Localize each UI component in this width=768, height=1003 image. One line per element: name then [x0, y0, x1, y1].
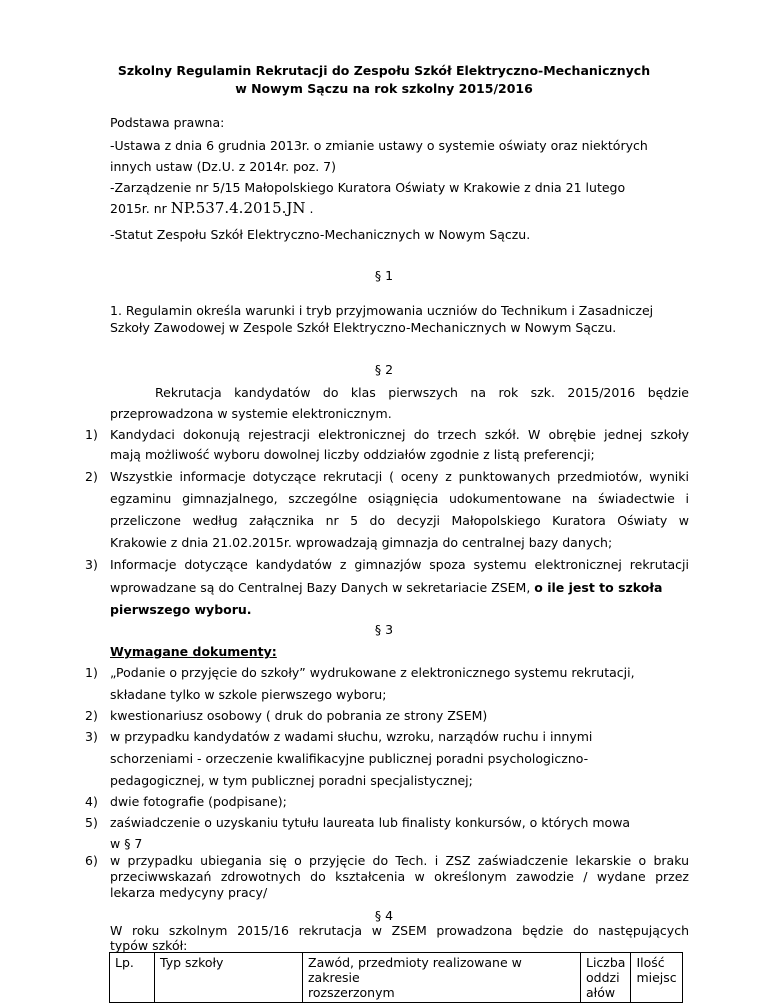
document-title-line-1: Szkolny Regulamin Rekrutacji do Zespołu Szkół Elektryczno-Mechanicznych	[117, 63, 651, 78]
section-2-item-2: Wszystkie informacje dotyczące rekrutacji ( oceny z punktowanych przedmiotów, wyniki	[110, 469, 689, 484]
required-documents-title: Wymagane dokumenty:	[110, 644, 277, 659]
table-header-row	[110, 953, 683, 1003]
section-2-item-3-line-3: pierwszego wyboru.	[110, 602, 252, 617]
header-school-type: Typ szkoły	[155, 953, 303, 1003]
legal-basis-item-2-cont: 2015r. nr NP.537.4.2015.JN .	[110, 199, 314, 217]
document-6-number: 6)	[85, 853, 98, 868]
header-places: Ilość miejsc	[631, 953, 682, 1003]
document-3: w przypadku kandydatów z wadami słuchu, wzroku, narządów ruchu i innymi	[110, 729, 593, 744]
section-1-text-line-2: Szkoły Zawodowej w Zespole Szkół Elektryczno-Mechanicznych w Nowym Sączu.	[110, 320, 617, 335]
section-2-item-1-cont: mają możliwość wyboru dowolnej liczby oddziałów zgodnie z listą preferencji;	[110, 447, 595, 462]
section-2-intro-cont: przeprowadzona w systemie elektronicznym.	[110, 406, 392, 421]
section-2-intro: Rekrutacja kandydatów do klas pierwszych na rok szk. 2015/2016 będzie	[155, 385, 689, 400]
document-3-number: 3)	[85, 729, 98, 744]
document-1-cont: składane tylko w szkole pierwszego wyboru;	[110, 687, 387, 702]
document-6-line-3: lekarza medycyny pracy/	[110, 885, 268, 900]
document-1-number: 1)	[85, 665, 98, 680]
section-1-text-line-1: 1. Regulamin określa warunki i tryb przyjmowania uczniów do Technikum i Zasadniczej	[110, 303, 654, 318]
legal-basis-item-2: -Zarządzenie nr 5/15 Małopolskiego Kuratora Oświaty w Krakowie z dnia 21 lutego	[110, 180, 626, 195]
section-2-item-2-line-3: przeliczone według załącznika nr 5 do decyzji Małopolskiego Kuratora Oświaty w	[110, 513, 689, 528]
legal-basis-item-1: -Ustawa z dnia 6 grudnia 2013r. o zmianie ustawy o systemie oświaty oraz niektórych	[110, 138, 648, 153]
header-class-count: Liczba oddzi ałów	[581, 953, 631, 1003]
section-4-intro-cont: typów szkół:	[110, 938, 188, 953]
section-1-heading: § 1	[374, 268, 394, 283]
section-2-item-2-number: 2)	[85, 469, 98, 484]
document-1: „Podanie o przyjęcie do szkoły” wydrukowane z elektronicznego systemu rekrutacji,	[110, 665, 635, 680]
section-2-item-1-number: 1)	[85, 427, 98, 442]
document-title-line-2: w Nowym Sączu na rok szkolny 2015/2016	[235, 81, 533, 96]
document-4: dwie fotografie (podpisane);	[110, 794, 287, 809]
section-2-item-2-line-2: egzaminu gimnazjalnego, szczególne osiągnięcia udokumentowane na świadectwie i	[110, 491, 689, 506]
legal-basis-label: Podstawa prawna:	[110, 115, 225, 130]
document-5: zaświadczenie o uzyskaniu tytułu laureata lub finalisty konkursów, o których mowa	[110, 815, 631, 830]
header-lp: Lp.	[110, 953, 155, 1003]
document-2: kwestionariusz osobowy ( druk do pobrania ze strony ZSEM)	[110, 708, 488, 723]
decision-number: NP.537.4.2015.JN	[170, 199, 306, 217]
section-2-item-3-line-2: wprowadzane są do Centralnej Bazy Danych w sekretariacie ZSEM, o ile jest to szkoła	[110, 580, 663, 595]
section-2-heading: § 2	[374, 362, 394, 377]
header-profession: Zawód, przedmioty realizowane w zakresie rozszerzonym	[303, 953, 581, 1003]
document-5-number: 5)	[85, 815, 98, 830]
document-3-line-3: pedagogicznej, w tym publicznej poradni specjalistycznej;	[110, 773, 473, 788]
document-6: w przypadku ubiegania się o przyjęcie do Tech. i ZSZ zaświadczenie lekarskie o braku	[110, 853, 689, 868]
school-types-table	[109, 952, 683, 1003]
legal-basis-item-3: -Statut Zespołu Szkół Elektryczno-Mechanicznych w Nowym Sączu.	[110, 227, 531, 242]
section-4-intro: W roku szkolnym 2015/16 rekrutacja w ZSEM prowadzona będzie do następujących	[110, 923, 689, 938]
document-2-number: 2)	[85, 708, 98, 723]
document-3-line-2: schorzeniami - orzeczenie kwalifikacyjne publicznej poradni psychologiczno-	[110, 751, 589, 766]
section-2-item-3: Informacje dotyczące kandydatów z gimnazjów spoza systemu elektronicznej rekrutacji	[110, 557, 689, 572]
document-5-cont: w § 7	[110, 836, 143, 851]
section-2-item-2-line-4: Krakowie z dnia 21.02.2015r. wprowadzają gimnazja do centralnej bazy danych;	[110, 535, 613, 550]
document-6-line-2: przeciwwskazań zdrowotnych do kształcenia w określonym zawodzie / wydane przez	[110, 869, 689, 884]
section-3-heading: § 3	[374, 622, 394, 637]
section-4-heading: § 4	[374, 908, 394, 923]
section-2-item-1: Kandydaci dokonują rejestracji elektronicznej do trzech szkół. W obrębie jednej szkoły	[110, 427, 689, 442]
section-2-item-3-number: 3)	[85, 557, 98, 572]
legal-basis-item-1-cont: innych ustaw (Dz.U. z 2014r. poz. 7)	[110, 159, 337, 174]
document-4-number: 4)	[85, 794, 98, 809]
